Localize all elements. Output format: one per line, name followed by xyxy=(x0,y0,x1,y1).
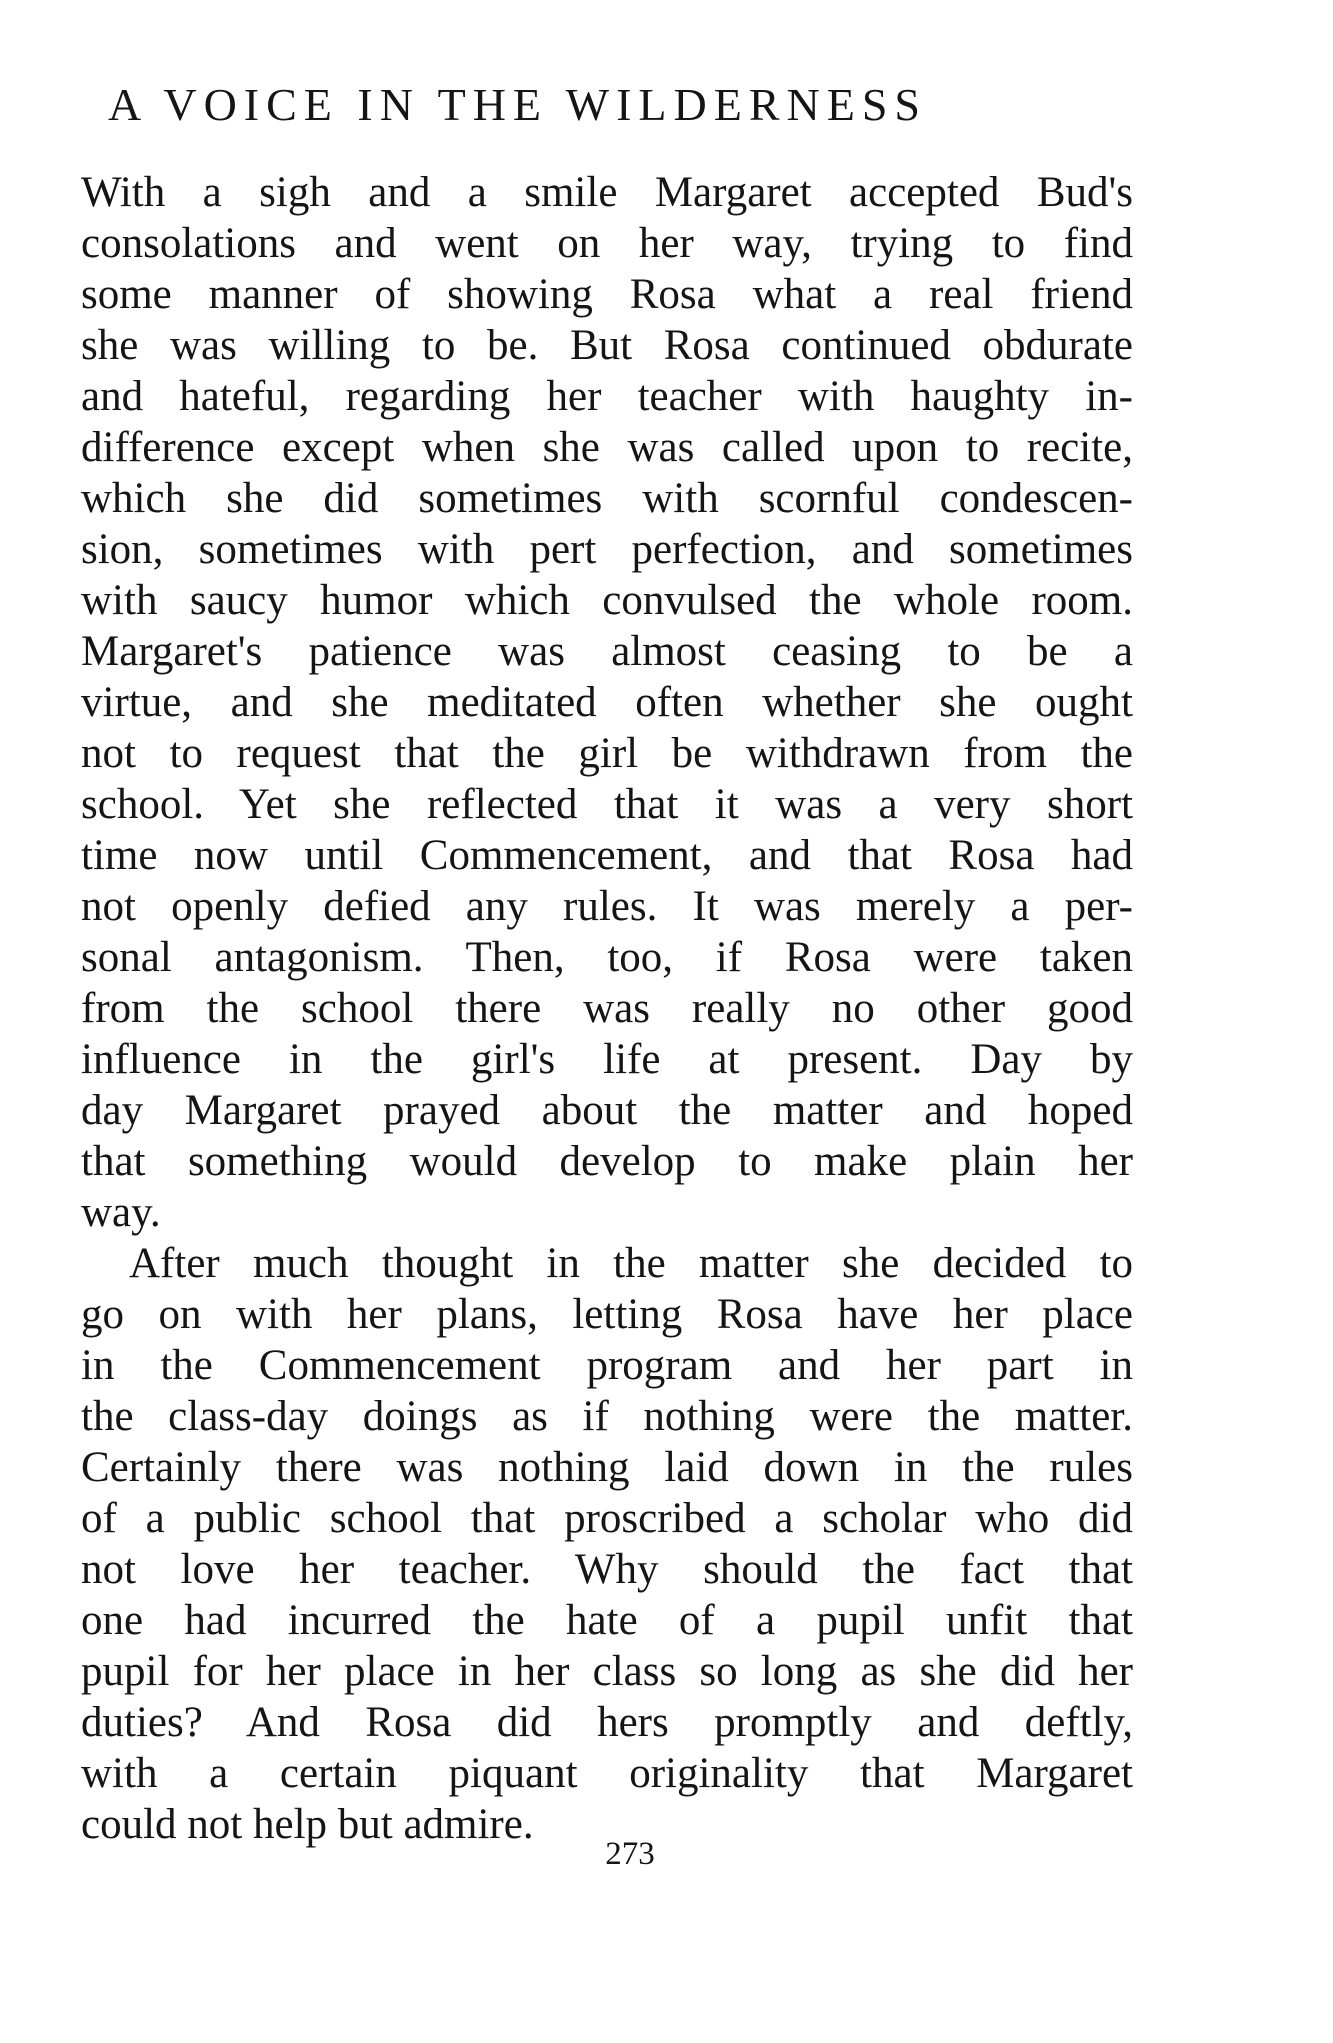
running-title: A VOICE IN THE WILDERNESS xyxy=(108,79,927,130)
text-line: the class-day doings as if nothing were the matter. xyxy=(81,1393,1133,1440)
text-line: sion, sometimes with pert perfection, and sometimes xyxy=(81,526,1133,573)
text-line: not to request that the girl be withdrawn from the xyxy=(81,730,1133,777)
text-line: difference except when she was called upon to recite, xyxy=(81,424,1133,471)
text-line: consolations and went on her way, trying to find xyxy=(81,220,1133,267)
text-line: not love her teacher. Why should the fact that xyxy=(81,1546,1133,1593)
text-line: pupil for her place in her class so long as she did her xyxy=(81,1648,1133,1695)
text-line: Certainly there was nothing laid down in the rules xyxy=(81,1444,1133,1491)
text-line: influence in the girl's life at present. Day by xyxy=(81,1036,1133,1083)
text-line: way. xyxy=(81,1189,161,1236)
text-line: with a certain piquant originality that Margaret xyxy=(81,1750,1133,1797)
text-line: one had incurred the hate of a pupil unfit that xyxy=(81,1597,1133,1644)
text-line: she was willing to be. But Rosa continued obdurate xyxy=(81,322,1133,369)
text-line: that something would develop to make plain her xyxy=(81,1138,1133,1185)
text-line: time now until Commencement, and that Rosa had xyxy=(81,832,1133,879)
text-line: in the Commencement program and her part in xyxy=(81,1342,1133,1389)
text-line: from the school there was really no other good xyxy=(81,985,1133,1032)
text-line: After much thought in the matter she decided to xyxy=(129,1240,1133,1287)
text-line: day Margaret prayed about the matter and hoped xyxy=(81,1087,1133,1134)
text-line: with saucy humor which convulsed the whole room. xyxy=(81,577,1133,624)
text-line: go on with her plans, letting Rosa have her place xyxy=(81,1291,1133,1338)
text-line: school. Yet she reflected that it was a very short xyxy=(81,781,1133,828)
text-line: Margaret's patience was almost ceasing to be a xyxy=(81,628,1133,675)
text-line: some manner of showing Rosa what a real friend xyxy=(81,271,1133,318)
text-line: which she did sometimes with scornful condescen- xyxy=(81,475,1133,522)
text-line: and hateful, regarding her teacher with haughty in- xyxy=(81,373,1133,420)
text-line: could not help but admire. xyxy=(81,1801,534,1848)
text-line: of a public school that proscribed a scholar who did xyxy=(81,1495,1133,1542)
text-line: With a sigh and a smile Margaret accepted Bud's xyxy=(81,169,1133,216)
text-line: virtue, and she meditated often whether she ought xyxy=(81,679,1133,726)
text-line: duties? And Rosa did hers promptly and deftly, xyxy=(81,1699,1133,1746)
body-text xyxy=(81,167,1133,1850)
text-line: not openly defied any rules. It was merely a per- xyxy=(81,883,1133,930)
page-number: 273 xyxy=(605,1836,655,1872)
text-line: sonal antagonism. Then, too, if Rosa were taken xyxy=(81,934,1133,981)
